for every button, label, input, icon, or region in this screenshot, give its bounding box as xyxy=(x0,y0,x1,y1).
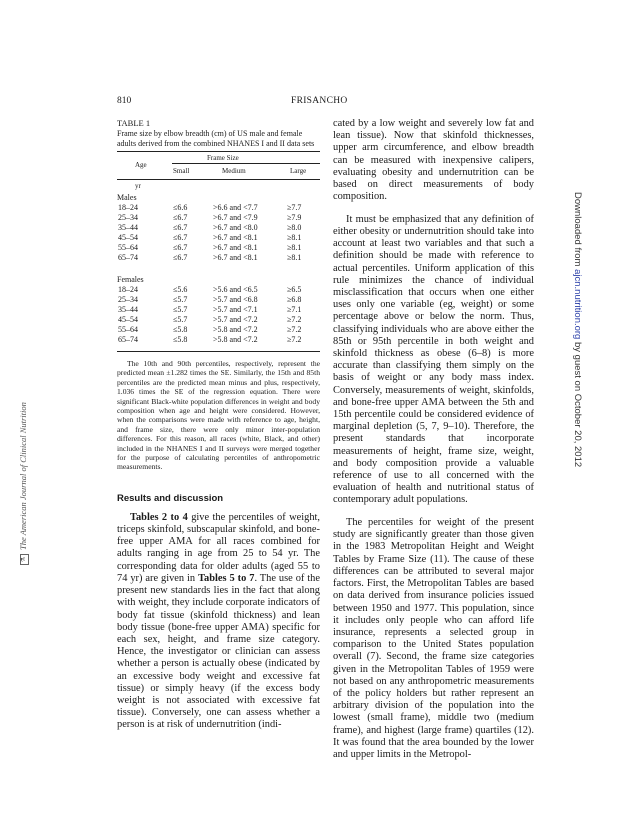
table-caption: Frame size by elbow breadth (cm) of US male and female adults derived from the combined NHANES I and II data sets xyxy=(117,129,315,148)
cell-large: ≥7.2 xyxy=(287,325,302,334)
header-age: Age xyxy=(135,161,147,169)
cell-large: ≥8.1 xyxy=(287,253,302,262)
cell-age: 25–34 xyxy=(118,213,138,222)
cell-large: ≥6.5 xyxy=(287,285,302,294)
results-paragraph xyxy=(117,512,320,732)
download-suffix: by guest on October 20, 2012 xyxy=(572,339,583,468)
right-paragraph-3: The percentiles for weight of the present study are significantly greater than those given in the 1983 Metropolitan Height and Weight Tables by Frame Size (11). The cause of these differences can be attributed to several major factors. First, the Metropolitan Tables are based on data derived from insurance policies issued between 1950 and 1977. This population, since it includes only people who can afford life insurance, represents a selected group in comparison to the United States population overall (7). Second, the frame size categories given in the Metropolitan Tables of 1959 were not based on any anthropometric measurements of the policy holders but rather represent an arbitrary division of the population into the lowest (small frame), middle two (medium frame), and highest (large frame) quartiles (12). It was found that the area bounded by the lower and upper limits in the Metropol- xyxy=(333,517,534,760)
left-column xyxy=(117,118,320,742)
table-header xyxy=(117,152,320,180)
page-header xyxy=(0,96,638,110)
right-paragraph-1: cated by a low weight and severely low fat and lean tissue). Now that skinfold thicknesses, upper arm circumference, and elbow breadth can be measured with inexpensive calipers, evaluating obesity and undernutrition can be based on direct measurements of body composition. xyxy=(333,118,534,203)
table-row xyxy=(117,295,320,305)
table-footnote: The 10th and 90th percentiles, respectively, represent the predicted mean ±1.282 times the SE. Similarly, the 15th and 85th percentiles are the predicted mean minus and plus, respectively, 1.036 times the SE of the regression equation. There were significant Black-white population differences in weight and body composition when age and height were considered. However, when the comparisons were made with reference to age, height, and frame size, there were only minor inter-population differences. For this reason, all races (white, Black, and other) included in the NHANES I and II surveys were merged together for the purpose of calculating percentiles of anthropometric measurements. xyxy=(117,359,320,472)
cell-small: ≤5.6 xyxy=(173,285,188,294)
table-row xyxy=(117,285,320,295)
cell-age: 25–34 xyxy=(118,295,138,304)
cell-medium: >6.7 and <7.9 xyxy=(213,213,258,222)
group-label-males: Males xyxy=(117,193,137,202)
cell-small: ≤6.7 xyxy=(173,243,188,252)
cell-small: ≤5.7 xyxy=(173,295,188,304)
cell-small: ≤5.7 xyxy=(173,315,188,324)
cell-small: ≤6.7 xyxy=(173,223,188,232)
table-row xyxy=(117,203,320,213)
header-large: Large xyxy=(290,167,307,175)
journal-name: The American Journal of Clinical Nutrition xyxy=(18,402,28,550)
header-divider xyxy=(172,163,320,164)
cell-small: ≤6.6 xyxy=(173,203,188,212)
group-label-females: Females xyxy=(117,275,144,284)
journal-logo-icon: ⚗ xyxy=(20,554,29,565)
table-row xyxy=(117,243,320,253)
cell-large: ≥7.2 xyxy=(287,315,302,324)
cell-medium: >5.8 and <7.2 xyxy=(213,335,258,344)
table-row xyxy=(117,315,320,325)
page-number: 810 xyxy=(117,96,132,106)
table-row xyxy=(117,233,320,243)
cell-small: ≤6.7 xyxy=(173,253,188,262)
cell-age: 55–64 xyxy=(118,243,138,252)
table-row xyxy=(117,253,320,263)
cell-small: ≤6.7 xyxy=(173,233,188,242)
header-medium: Medium xyxy=(222,167,246,175)
header-frame-size: Frame Size xyxy=(207,154,239,162)
cell-small: ≤5.8 xyxy=(173,335,188,344)
cell-large: ≥7.2 xyxy=(287,335,302,344)
cell-age: 55–64 xyxy=(118,325,138,334)
cell-age: 35–44 xyxy=(118,223,138,232)
results-text-b: . The use of the present new standards lies in the fact that along with weight, they include corporate indicators of body fat tissue (skinfold thickness) and lean body tissue (bone-free upper AMA) specific for each sex, height, and frame size category. Hence, the investigator or clinician can assess whether a person is actually obese (indicated by an excessive body weight and excessive fat tissue) or simply heavy (if the excess body weight is not associated with excessive fat tissue). Conversely, one can assess whether a person is at risk of undernutrition (indi- xyxy=(117,572,320,731)
cell-large: ≥7.9 xyxy=(287,213,302,222)
cell-medium: >5.7 and <7.1 xyxy=(213,305,258,314)
tables-2-4-ref: Tables 2 to 4 xyxy=(130,511,188,523)
cell-large: ≥7.7 xyxy=(287,203,302,212)
frame-size-table xyxy=(117,151,320,352)
table-row xyxy=(117,325,320,335)
cell-small: ≤6.7 xyxy=(173,213,188,222)
cell-medium: >6.7 and <8.0 xyxy=(213,223,258,232)
running-title: FRISANCHO xyxy=(291,96,348,106)
cell-medium: >5.7 and <7.2 xyxy=(213,315,258,324)
cell-medium: >6.6 and <7.7 xyxy=(213,203,258,212)
cell-large: ≥8.1 xyxy=(287,233,302,242)
tables-5-7-ref: Tables 5 to 7 xyxy=(198,572,255,584)
cell-age: 35–44 xyxy=(118,305,138,314)
section-heading: Results and discussion xyxy=(117,492,224,504)
download-prefix: Downloaded from xyxy=(572,192,583,270)
cell-large: ≥7.1 xyxy=(287,305,302,314)
cell-medium: >5.7 and <6.8 xyxy=(213,295,258,304)
right-paragraph-2: It must be emphasized that any definition of either obesity or undernutrition should take into account at least two variables and that such a definition should be made with reference to actual percentiles. Uniform application of this rule minimizes the chance of individual misclassification that occurs when one either uses only one variable (eg, weight) or some percentage above or below the norm. Thus, classifying individuals who are above either the 85th or 95th percentile in both weight and skinfold thickness as obese (6–8) is more accurate than classifying them simply on the basis of weight or any body mass index. Conversely, measurements of weight, skinfolds, and bone-free upper AMA between the 5th and 15th percentile could be considered evidence of marginal depletion (5, 7, 9–10). Therefore, the present standards that incorporate measurements of height, frame size, weight, and body composition provide a valuable reference of use to all concerned with the evaluation of health and nutritional status of contemporary adult populations. xyxy=(333,213,534,506)
cell-age: 18–24 xyxy=(118,203,138,212)
table-row xyxy=(117,223,320,233)
table-row xyxy=(117,305,320,315)
cell-large: ≥8.0 xyxy=(287,223,302,232)
cell-small: ≤5.7 xyxy=(173,305,188,314)
cell-age: 65–74 xyxy=(118,253,138,262)
journal-sidebar xyxy=(18,402,29,565)
table-label: TABLE 1 xyxy=(117,118,151,128)
cell-age: 45–54 xyxy=(118,315,138,324)
cell-medium: >5.6 and <6.5 xyxy=(213,285,258,294)
table-row xyxy=(117,335,320,345)
table-row xyxy=(117,213,320,223)
cell-large: ≥8.1 xyxy=(287,243,302,252)
cell-small: ≤5.8 xyxy=(173,325,188,334)
header-small: Small xyxy=(173,167,190,175)
cell-age: 45–54 xyxy=(118,233,138,242)
download-notice xyxy=(572,192,583,467)
table-padding xyxy=(117,345,320,351)
results-text-a: give the percentiles of weight, triceps skinfold, subscapular skinfold, and bone-free upper AMA for all races combined for adults ranging in age from 25 to 54 yr. The corresponding data for older adults (aged 55 to 74 yr) are given in xyxy=(117,511,320,584)
cell-large: ≥6.8 xyxy=(287,295,302,304)
age-unit: yr xyxy=(135,182,141,190)
right-column xyxy=(333,118,534,772)
cell-medium: >6.7 and <8.1 xyxy=(213,243,258,252)
cell-medium: >5.8 and <7.2 xyxy=(213,325,258,334)
download-link[interactable]: ajcn.nutrition.org xyxy=(572,269,583,340)
cell-age: 18–24 xyxy=(118,285,138,294)
cell-age: 65–74 xyxy=(118,335,138,344)
cell-medium: >6.7 and <8.1 xyxy=(213,233,258,242)
cell-medium: >6.7 and <8.1 xyxy=(213,253,258,262)
